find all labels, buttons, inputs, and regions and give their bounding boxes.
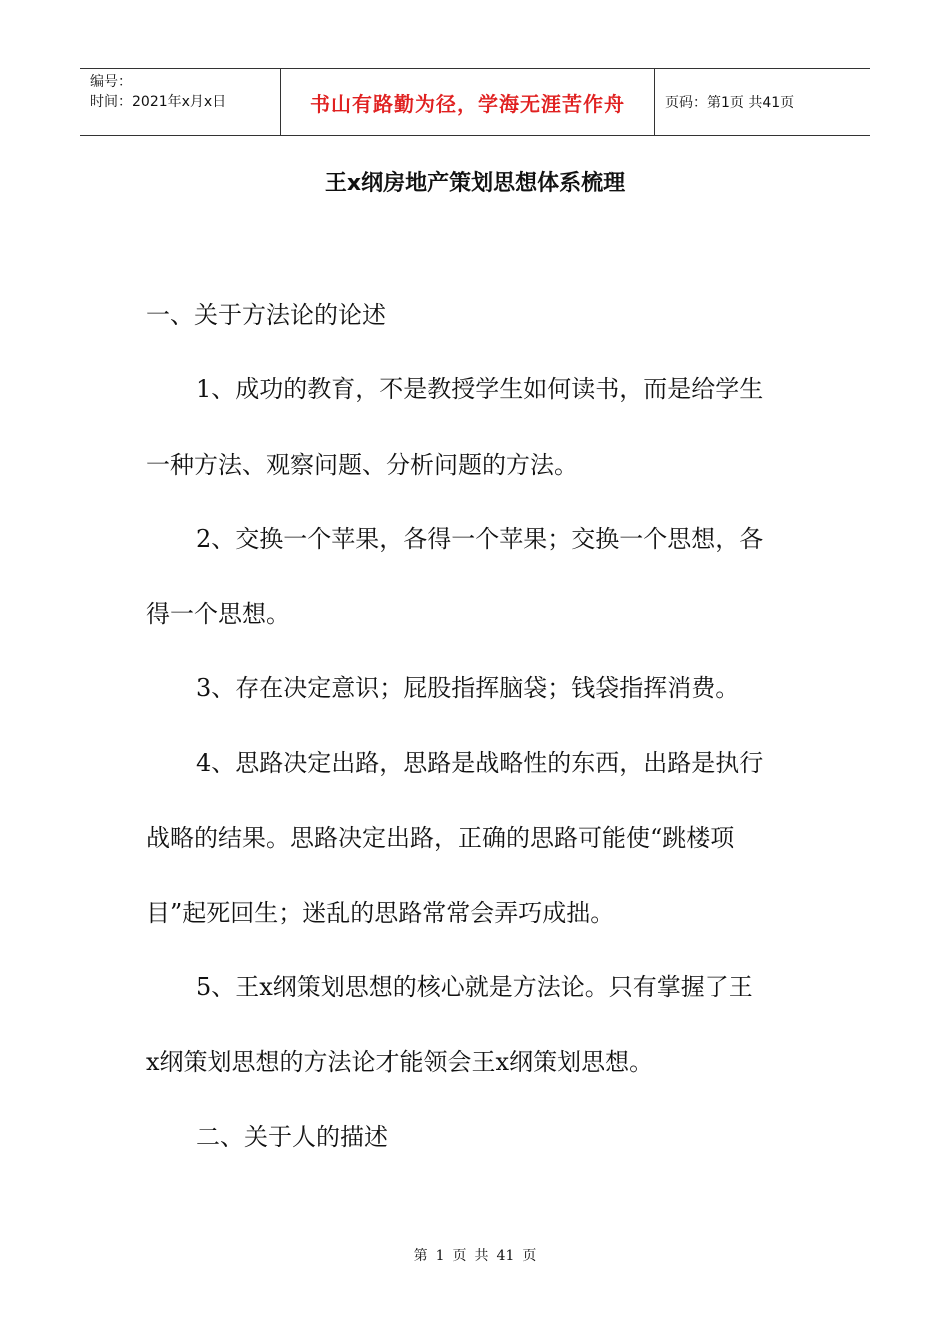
page-footer (0, 1246, 950, 1266)
footer-total-word: 共 (474, 1248, 489, 1264)
paragraph-line: x纲策划思想的方法论才能领会王x纲策划思想。 (146, 1048, 654, 1076)
paragraph-line: 2、交换一个苹果，各得一个苹果；交换一个思想，各 (196, 525, 764, 553)
section-heading-2: 二、关于人的描述 (196, 1123, 388, 1151)
header-number-label: 编号： (90, 74, 132, 90)
document-title: 王x纲房地产策划思想体系梳理 (324, 171, 626, 196)
header-motto: 书山有路勤为径，学海无涯苦作舟 (281, 69, 655, 135)
footer-page-number: 1 (435, 1248, 445, 1264)
header-page-info: 页码：第1页 共41页 (665, 95, 795, 111)
document-header (80, 68, 870, 136)
header-meta-cell (80, 69, 281, 135)
paragraph-line: 5、王x纲策划思想的核心就是方法论。只有掌握了王 (196, 973, 753, 1001)
paragraph-line: 4、思路决定出路，思路是战略性的东西，出路是执行 (196, 749, 764, 777)
footer-total-unit: 页 (522, 1248, 537, 1264)
paragraph-line: 目”起死回生；迷乱的思路常常会弄巧成拙。 (146, 899, 615, 927)
paragraph-line: 3、存在决定意识；屁股指挥脑袋；钱袋指挥消费。 (196, 674, 740, 702)
paragraph-line: 1、成功的教育，不是教授学生如何读书，而是给学生 (196, 375, 764, 403)
footer-page-unit: 页 (452, 1248, 467, 1264)
footer-total-number: 41 (496, 1248, 515, 1264)
paragraph-line: 战略的结果。思路决定出路，正确的思路可能使“跳楼项 (146, 824, 735, 852)
section-heading-1: 一、关于方法论的论述 (146, 301, 386, 329)
header-time-label: 时间：2021年x月x日 (90, 94, 227, 110)
footer-page-word: 第 (413, 1248, 428, 1264)
paragraph-line: 一种方法、观察问题、分析问题的方法。 (146, 451, 578, 479)
paragraph-line: 得一个思想。 (146, 600, 290, 628)
